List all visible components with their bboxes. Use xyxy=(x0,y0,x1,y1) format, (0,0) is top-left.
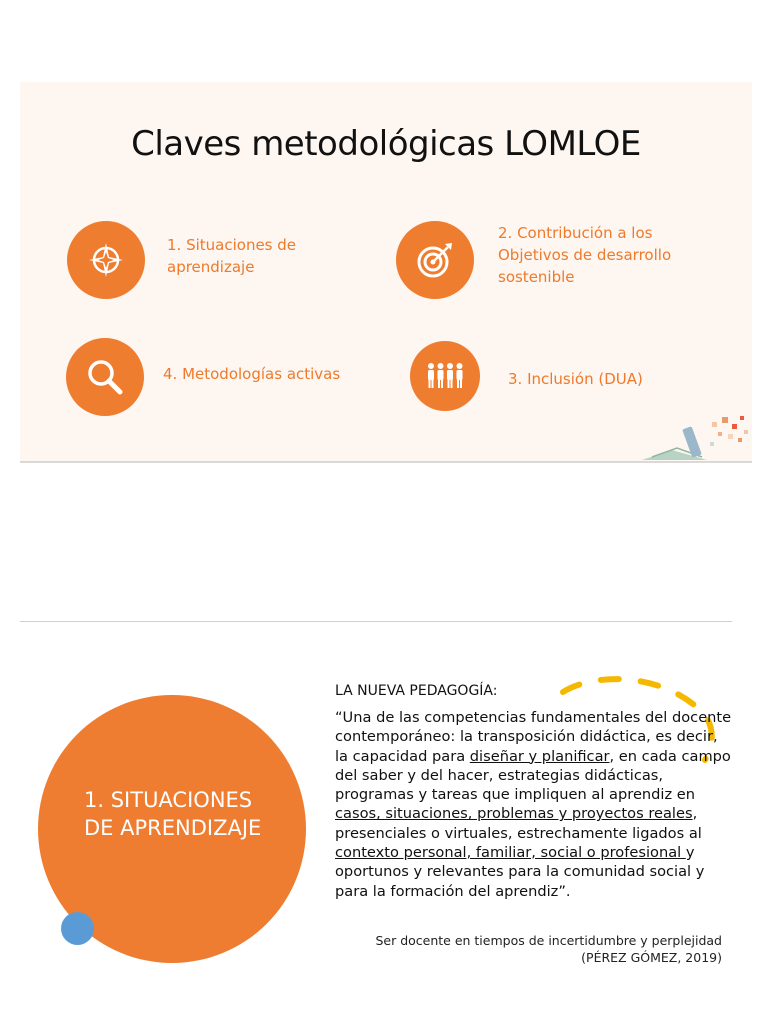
slide-1-divider xyxy=(20,461,752,463)
magnifier-icon xyxy=(85,357,125,397)
item-line: aprendizaje xyxy=(167,258,255,276)
item-line: Objetivos de desarrollo xyxy=(498,246,672,264)
quote-underlined: contexto personal, familiar, social o profesional xyxy=(335,844,686,862)
slide-1 xyxy=(20,82,752,462)
quote-part: “Una de las competencias fundamentales del docente contemporáneo: la transposición didáctica, es decir, la capacidad para xyxy=(335,709,732,765)
slide-title: Claves metodológicas LOMLOE xyxy=(131,124,641,164)
quote-underlined: diseñar y planificar xyxy=(469,747,610,765)
item-metodologias xyxy=(163,363,340,385)
people-icon xyxy=(425,361,465,391)
item-situaciones xyxy=(167,234,296,278)
target-circle xyxy=(396,221,474,299)
section-title xyxy=(84,786,304,842)
item-line: 1. Situaciones de xyxy=(167,236,297,254)
source-line: (PÉREZ GÓMEZ, 2019) xyxy=(581,950,722,965)
book-decoration-icon xyxy=(632,412,752,462)
quote-part: y oportunos y relevantes para la comunidad social y para la formación del aprendiz”. xyxy=(335,844,705,900)
compass-icon xyxy=(86,240,126,280)
quote-part: , presenciales o virtuales, estrechamente ligados al xyxy=(335,805,702,842)
quote-part: , en cada campo del saber y del hacer, estrategias didácticas, programas y tareas que impliquen al aprendiz en xyxy=(335,747,731,804)
section-title-line: 1. SITUACIONES xyxy=(84,788,253,812)
quote-underlined: casos, situaciones, problemas y proyectos reales xyxy=(335,805,693,823)
quote-heading: LA NUEVA PEDAGOGÍA: xyxy=(335,683,498,699)
target-icon xyxy=(415,240,455,280)
item-inclusion xyxy=(508,368,643,390)
item-line: sostenible xyxy=(498,268,575,286)
magnifier-circle xyxy=(66,338,144,416)
quote-text xyxy=(335,708,735,901)
blue-dot-decoration xyxy=(61,912,94,945)
item-line: 2. Contribución a los xyxy=(498,224,653,242)
quote-source xyxy=(375,932,722,966)
source-line: Ser docente en tiempos de incertidumbre y perplejidad xyxy=(375,933,722,948)
people-circle xyxy=(410,341,480,411)
slide-2-top-divider xyxy=(20,621,732,622)
item-line: 4. Metodologías activas xyxy=(163,365,341,383)
item-line: 3. Inclusión (DUA) xyxy=(508,370,643,388)
compass-circle xyxy=(67,221,145,299)
item-objetivos xyxy=(498,222,671,288)
section-title-line: DE APRENDIZAJE xyxy=(84,816,262,840)
